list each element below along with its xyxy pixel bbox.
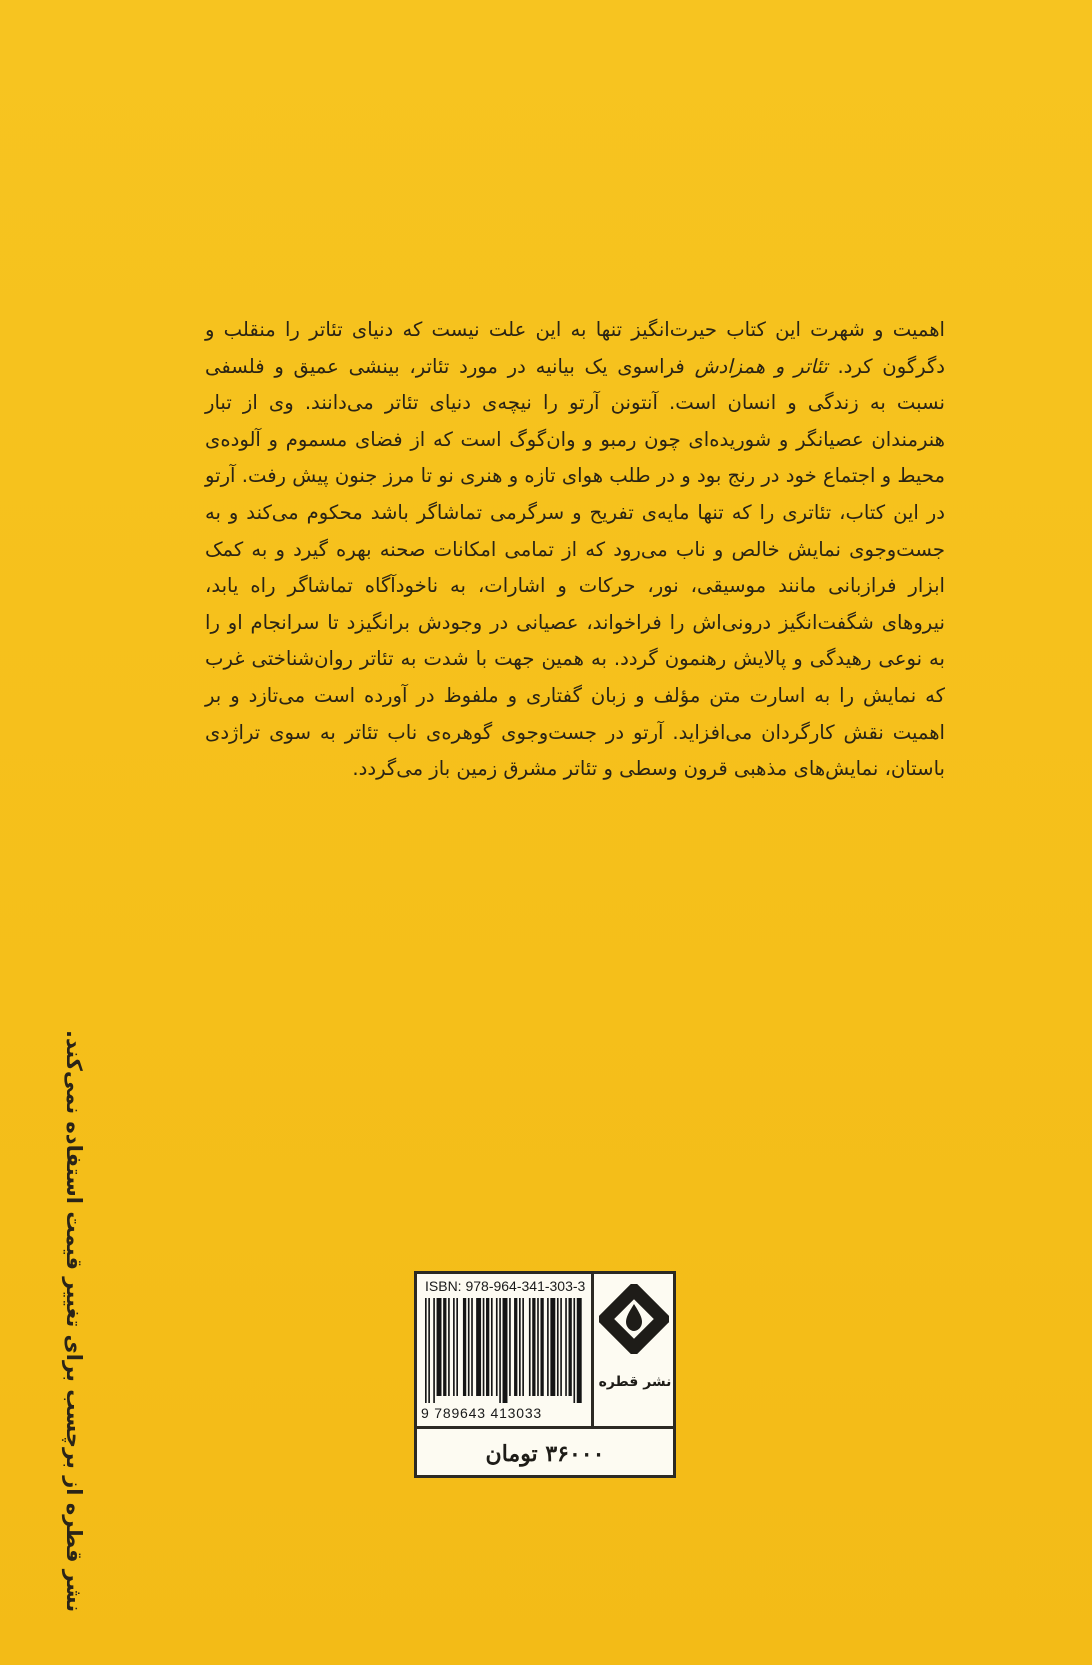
description-text-start: اهمیت و شهرت این کتاب حیرت‌انگیز تنها به این علت نیست که دنیای تئاتر را منقلب و دگرگون کرد.: [205, 318, 946, 378]
description-paragraph: [205, 312, 945, 788]
price-label-notice: نشر قطره از برچسب برای تغییر قیمت استفاده نمی‌کند.: [62, 1030, 86, 1613]
book-description: [205, 312, 945, 788]
barcode-panel: [414, 1271, 676, 1478]
price: ۳۶۰۰۰ تومان: [485, 1440, 605, 1467]
barcode-divider: [591, 1274, 594, 1426]
ean-digits: 9 789643 413033: [421, 1405, 542, 1421]
book-title-italic: تئاتر و همزادش: [694, 354, 828, 378]
price-row: [417, 1426, 673, 1478]
publisher-drop-emblem-icon: [599, 1284, 669, 1354]
description-text-rest: فراسوی یک بیانیه در مورد تئاتر، بینشی عمیق و فلسفی نسبت به زندگی و انسان است. آنتونن آرتو را نیچه‌ی دنیای تئاتر می‌دانند. وی از تبار هنرمندان عصیانگر و شوریده‌ای چون رمبو و وان‌گوگ است که از فضای مسموم و آلوده‌ی محیط و اجتماع خود در رنج بود و در طلب هوای تازه و هنری نو تا مرز جنون پیش رفت. آرتو در این کتاب، تئاتری را که تنها مایه‌ی تفریح و سرگرمی تماشاگر باشد محکوم می‌کند و به جست‌وجوی نمایش خالص و ناب می‌رود که از تمامی امکانات صحنه بهره گیرد و به کمک ابزار فرازبانی مانند موسیقی، نور، حرکات و اشارات، به ناخودآگاه تماشاگر راه یابد، نیروهای شگفت‌انگیز درونی‌اش را فراخواند، عصیانی در وجودش برانگیزد تا سرانجام او را به نوعی رهیدگی و پالایش رهنمون گردد. به همین جهت با شدت به تئاتر روان‌شناختی غرب که نمایش را به اسارت متن مؤلف و زبان گفتاری و ملفوظ در آورده است می‌تازد و بر اهمیت نقش کارگردان می‌افزاید. آرتو در جست‌وجوی گوهره‌ی ناب تئاتر به سوی تراژدی باستان، نمایش‌های مذهبی قرون وسطی و تئاتر مشرق زمین باز می‌گردد.: [205, 354, 945, 781]
publisher-name: نشر قطره: [598, 1374, 672, 1390]
isbn-label: ISBN: 978-964-341-303-3: [425, 1278, 586, 1294]
barcode-icon: [425, 1298, 585, 1403]
